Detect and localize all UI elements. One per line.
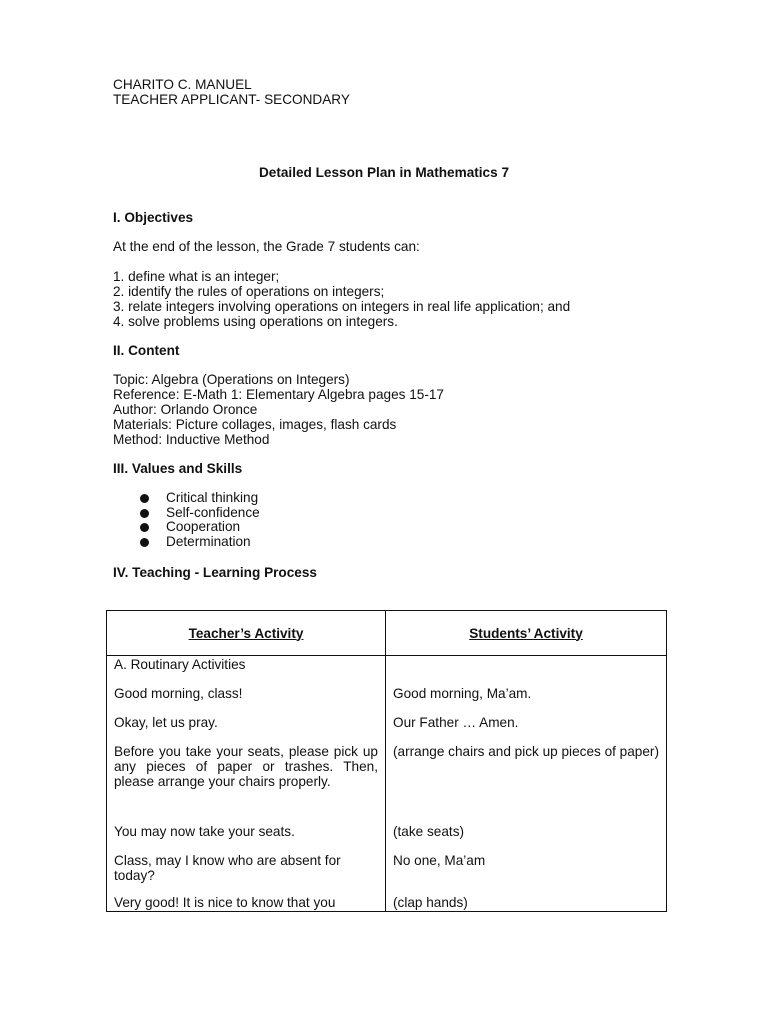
list-item (140, 520, 260, 535)
table-row (107, 656, 667, 673)
value-label: Cooperation (166, 519, 241, 535)
teacher-cell: A. Routinary Activities (107, 656, 386, 673)
student-cell: (take seats) (386, 810, 667, 839)
value-label: Self-confidence (166, 504, 260, 520)
content-method: Method: Inductive Method (113, 432, 270, 447)
teacher-cell: Okay, let us pray. (107, 701, 386, 730)
bullet-icon (140, 538, 149, 547)
teacher-cell: You may now take your seats. (107, 810, 386, 839)
list-item (140, 491, 260, 506)
value-label: Determination (166, 534, 251, 550)
student-cell: (clap hands) (386, 895, 667, 912)
values-heading: III. Values and Skills (113, 461, 243, 476)
table-row (107, 672, 667, 701)
content-heading: II. Content (113, 343, 180, 358)
list-item (140, 506, 260, 521)
author-position: TEACHER APPLICANT- SECONDARY (113, 92, 350, 107)
bullet-icon (140, 494, 149, 503)
bullet-icon (140, 509, 149, 518)
value-label: Critical thinking (166, 490, 259, 505)
objectives-heading: I. Objectives (113, 210, 194, 225)
activity-table (106, 610, 667, 912)
table-row (107, 730, 667, 810)
process-heading: IV. Teaching - Learning Process (113, 565, 317, 580)
objective-item: 3. relate integers involving operations on integers in real life application; and (113, 299, 571, 314)
student-cell: (arrange chairs and pick up pieces of paper) (386, 730, 667, 810)
student-cell (386, 656, 667, 673)
objectives-intro: At the end of the lesson, the Grade 7 students can: (113, 239, 420, 254)
table-row (107, 701, 667, 730)
student-column-header: Students’ Activity (386, 611, 667, 656)
teacher-cell: Before you take your seats, please pick up any pieces of paper or trashes. Then, please arrange your chairs properly. (107, 730, 386, 810)
teacher-cell: Good morning, class! (107, 672, 386, 701)
author-name: CHARITO C. MANUEL (113, 77, 252, 92)
objective-item: 2. identify the rules of operations on integers; (113, 284, 385, 299)
teacher-cell: Class, may I know who are absent for today? (107, 839, 386, 895)
student-cell: Good morning, Ma’am. (386, 672, 667, 701)
student-cell: Our Father … Amen. (386, 701, 667, 730)
table-row (107, 839, 667, 895)
objective-item: 1. define what is an integer; (113, 269, 280, 284)
content-reference: Reference: E-Math 1: Elementary Algebra pages 15-17 (113, 387, 444, 402)
table-row (107, 810, 667, 839)
content-topic: Topic: Algebra (Operations on Integers) (113, 372, 350, 387)
bullet-icon (140, 523, 149, 532)
content-materials: Materials: Picture collages, images, flash cards (113, 417, 397, 432)
teacher-column-header: Teacher’s Activity (107, 611, 386, 656)
student-cell: No one, Ma’am (386, 839, 667, 895)
values-list (140, 491, 260, 550)
teacher-cell: Very good! It is nice to know that you (107, 895, 386, 912)
content-author: Author: Orlando Oronce (113, 402, 258, 417)
document-title: Detailed Lesson Plan in Mathematics 7 (258, 165, 510, 180)
objective-item: 4. solve problems using operations on integers. (113, 314, 398, 329)
table-row (107, 895, 667, 912)
list-item (140, 535, 260, 550)
